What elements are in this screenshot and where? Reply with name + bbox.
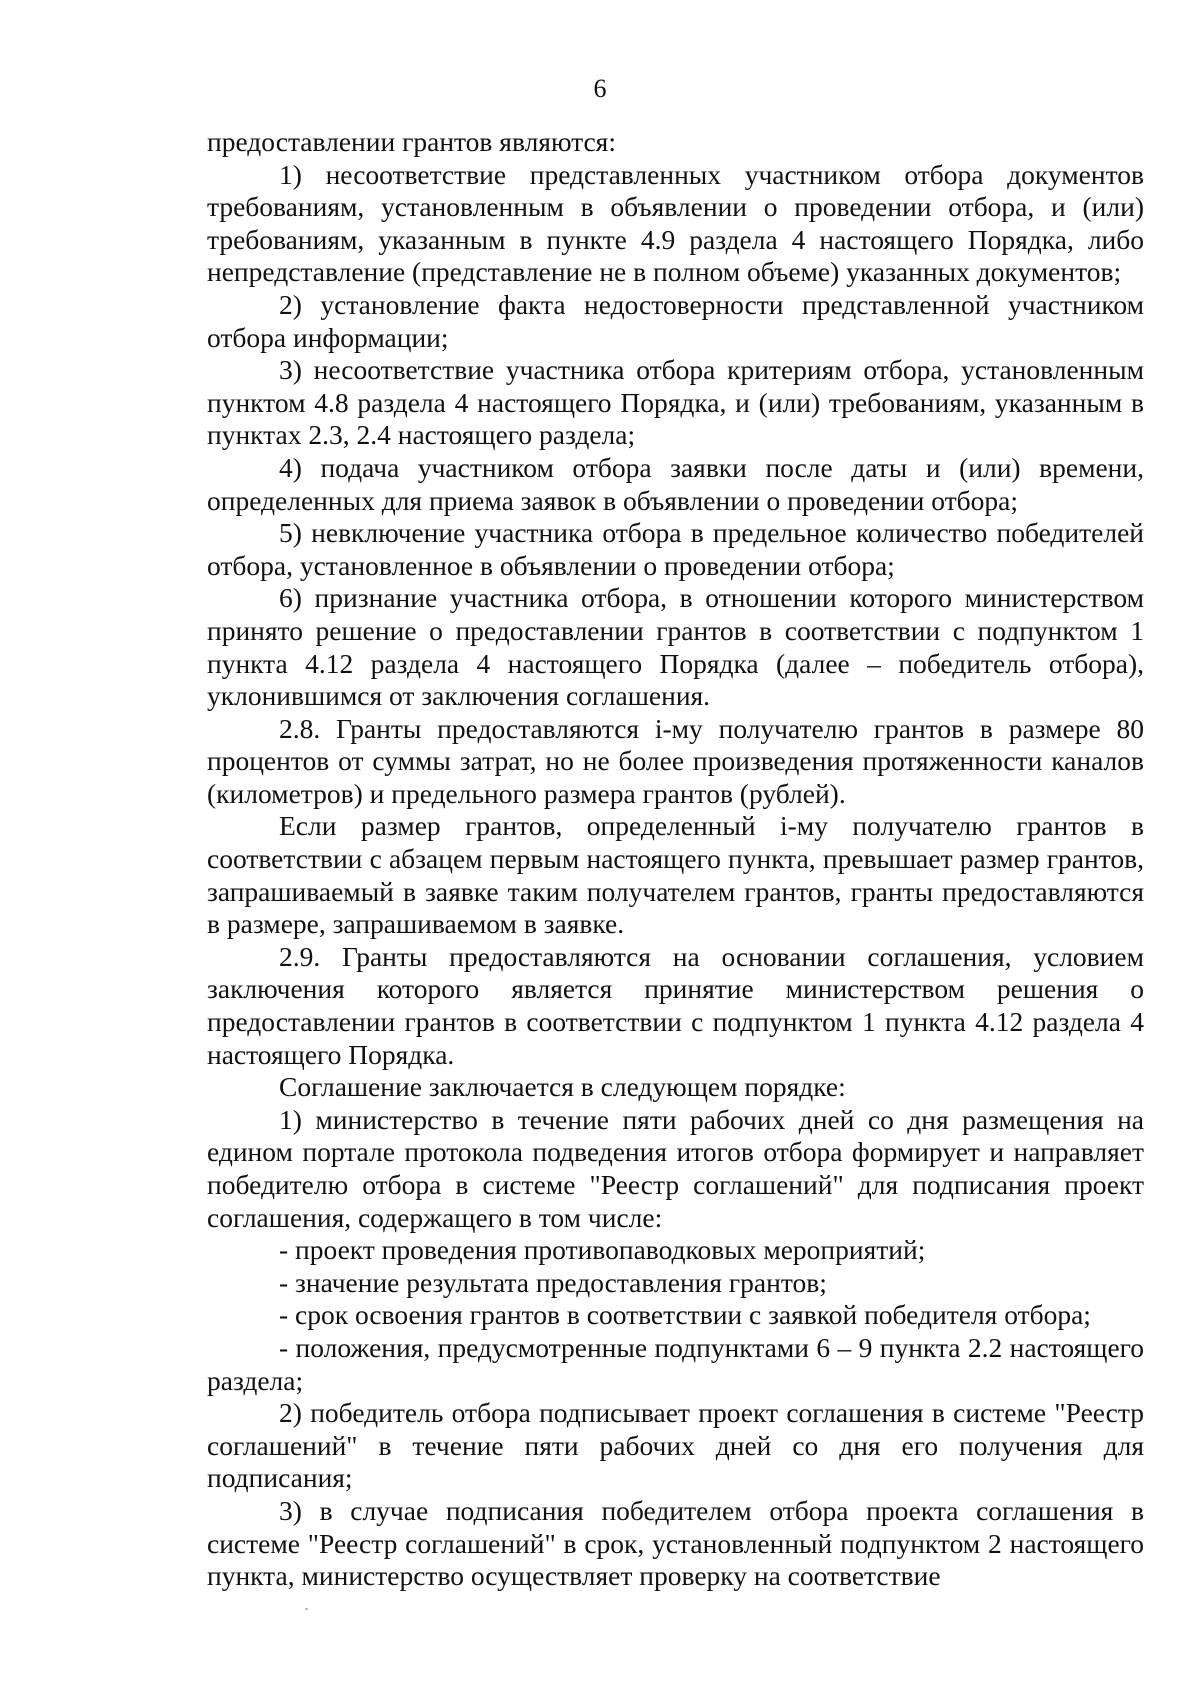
list-item-flood-project: - проект проведения противопаводковых мероприятий; — [279, 1234, 926, 1266]
paragraph-reason-1: 1) несоответствие представленных участником отбора документов требованиям, установленным в объявлении о проведении отбора, и (или) требованиям, указанным в пункте 4.9 раздела 4 настоящего Порядка, либо непредставление (представление не в полном объеме) указанных документов; — [207, 158, 1144, 288]
paragraph-reason-5: 5) невключение участника отбора в предельное количество победителей отбора, установленное в объявлении о проведении отбора; — [207, 517, 1144, 581]
paragraph-clause-2-8: 2.8. Гранты предоставляются i-му получателю грантов в размере 80 процентов от суммы затрат, но не более произведения протяженности каналов (километров) и предельного размера грантов (рублей). — [207, 712, 1144, 809]
paragraph-reason-6: 6) признание участника отбора, в отношении которого министерством принято решение о предоставлении грантов в соответствии с подпунктом 1 пункта 4.12 раздела 4 настоящего Порядка (далее – победитель отбора), уклонившимся от заключения соглашения. — [207, 582, 1144, 712]
list-item-result-value: - значение результата предоставления грантов; — [279, 1266, 827, 1298]
list-item-provisions: - положения, предусмотренные подпунктами 6 – 9 пункта 2.2 настоящего раздела; — [207, 1331, 1144, 1396]
scan-artifact — [305, 1608, 308, 1610]
paragraph-reason-2: 2) установление факта недостоверности представленной участником отбора информации; — [207, 288, 1144, 353]
paragraph-agreement-order: Соглашение заключается в следующем порядке: — [279, 1071, 846, 1103]
paragraph-reason-4: 4) подача участником отбора заявки после даты и (или) времени, определенных для приема заявок в объявлении о проведении отбора; — [207, 451, 1144, 516]
paragraph-agreement-step-2: 2) победитель отбора подписывает проект соглашения в системе "Реестр соглашений" в течение пяти рабочих дней со дня его получения для подписания; — [207, 1397, 1144, 1494]
document-body — [207, 126, 1144, 1593]
paragraph-clause-2-9: 2.9. Гранты предоставляются на основании соглашения, условием заключения которого является принятие министерством решения о предоставлении грантов в соответствии с подпунктом 1 пункта 4.12 раздела 4 настоящего Порядка. — [207, 940, 1144, 1070]
paragraph-agreement-step-3: 3) в случае подписания победителем отбора проекта соглашения в системе "Реестр соглашений" в срок, установленный подпунктом 2 настоящего пункта, министерство осуществляет проверку на соответствие — [207, 1494, 1144, 1592]
list-item-grant-term: - срок освоения грантов в соответствии с заявкой победителя отбора; — [279, 1299, 1091, 1331]
paragraph-clause-2-8-second: Если размер грантов, определенный i-му получателю грантов в соответствии с абзацем первым настоящего пункта, превышает размер грантов, запрашиваемый в заявке таким получателем грантов, гранты предоставляются в размере, запрашиваемом в заявке. — [207, 810, 1144, 940]
paragraph-agreement-step-1: 1) министерство в течение пяти рабочих дней со дня размещения на едином портале протокола подведения итогов отбора формирует и направляет победителю отбора в системе "Реестр соглашений" для подписания проект соглашения, содержащего в том числе: — [207, 1103, 1144, 1233]
paragraph-reason-3: 3) несоответствие участника отбора критериям отбора, установленным пунктом 4.8 раздела 4 настоящего Порядка, и (или) требованиям, указанным в пунктах 2.3, 2.4 настоящего раздела; — [207, 354, 1144, 451]
page-number: 6 — [593, 74, 607, 103]
paragraph-continuation: предоставлении грантов являются: — [207, 126, 616, 157]
